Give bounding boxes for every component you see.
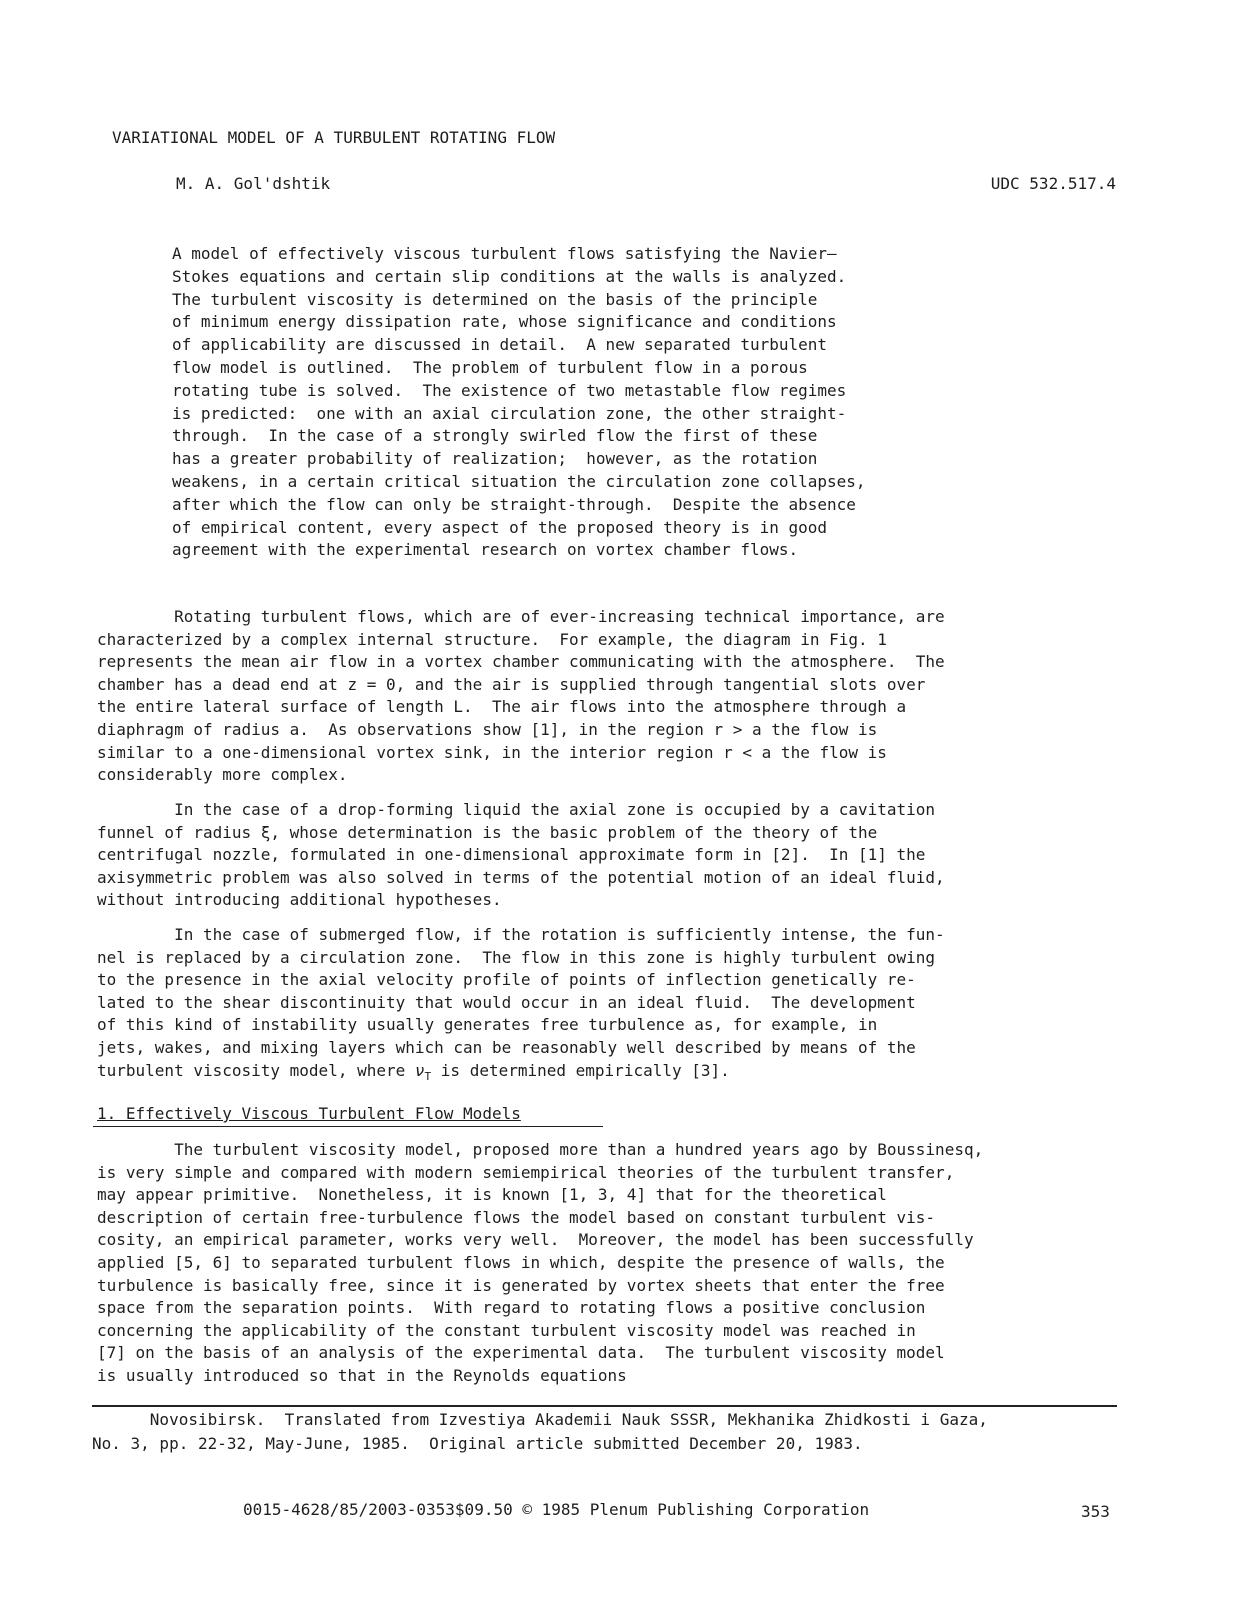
abstract-line: of applicability are discussed in detail. A new separated turbulent xyxy=(172,335,828,355)
paper-title: VARIATIONAL MODEL OF A TURBULENT ROTATING FLOW xyxy=(112,128,556,147)
abstract xyxy=(172,243,972,562)
text-line: Rotating turbulent flows, which are of ever-increasing technical importance, are xyxy=(97,607,945,626)
section-underline xyxy=(93,1126,603,1127)
text-line xyxy=(97,1060,1117,1089)
footnote-rule xyxy=(92,1405,1117,1407)
text-line: funnel of radius ξ, whose determination is the basic problem of the theory of the xyxy=(97,822,878,842)
text-line: chamber has a dead end at z = 0, and the air is supplied through tangential slots over xyxy=(97,674,926,694)
abstract-line: weakens, in a certain critical situation the circulation zone collapses, xyxy=(172,471,866,491)
text-fragment: turbulent viscosity model, where xyxy=(97,1060,415,1080)
abstract-line: through. In the case of a strongly swirled flow the first of these xyxy=(172,426,818,446)
text-line: centrifugal nozzle, formulated in one-dimensional approximate form in [2]. In [1] the xyxy=(97,845,926,865)
publisher-line: 0015-4628/85/2003-0353$09.50 © 1985 Plenum Publishing Corporation xyxy=(243,1500,870,1519)
text-line: lated to the shear discontinuity that would occur in an ideal fluid. The development xyxy=(97,992,916,1012)
text-line: is usually introduced so that in the Reynolds equations xyxy=(97,1365,627,1385)
footnote xyxy=(92,1408,988,1456)
abstract-line: after which the flow can only be straight-through. Despite the absence xyxy=(172,494,856,514)
text-line: represents the mean air flow in a vortex chamber communicating with the atmosphere. The xyxy=(97,652,945,672)
text-line: to the presence in the axial velocity profile of points of inflection genetically re- xyxy=(97,970,916,990)
footnote-line: No. 3, pp. 22-32, May-June, 1985. Original article submitted December 20, 1983. xyxy=(92,1434,863,1453)
text-line: The turbulent viscosity model, proposed more than a hundred years ago by Boussinesq, xyxy=(97,1140,984,1159)
text-line: In the case of submerged flow, if the rotation is sufficiently intense, the fun- xyxy=(97,925,945,944)
text-line: similar to a one-dimensional vortex sink, in the interior region r < a the flow is xyxy=(97,742,887,762)
abstract-line: of minimum energy dissipation rate, whose significance and conditions xyxy=(172,312,837,332)
page-number: 353 xyxy=(1081,1502,1110,1521)
text-line: [7] on the basis of an analysis of the experimental data. The turbulent viscosity model xyxy=(97,1343,945,1363)
author-name: M. A. Gol'dshtik xyxy=(176,174,331,193)
text-line: In the case of a drop-forming liquid the axial zone is occupied by a cavitation xyxy=(97,800,936,819)
text-line: applied [5, 6] to separated turbulent flows in which, despite the presence of walls, the xyxy=(97,1252,945,1272)
nu-symbol: ν xyxy=(414,1060,425,1080)
udc-code: UDC 532.517.4 xyxy=(990,174,1116,193)
text-line: characterized by a complex internal structure. For example, the diagram in Fig. 1 xyxy=(97,629,887,649)
abstract-line: agreement with the experimental research on vortex chamber flows. xyxy=(172,540,799,560)
nu-subscript: T xyxy=(424,1069,432,1083)
abstract-line: has a greater probability of realization; however, as the rotation xyxy=(172,449,818,469)
abstract-line: flow model is outlined. The problem of turbulent flow in a porous xyxy=(172,357,808,377)
paragraph-boussinesq xyxy=(97,1139,1117,1388)
text-line: nel is replaced by a circulation zone. The flow in this zone is highly turbulent owing xyxy=(97,947,936,967)
abstract-line: is predicted: one with an axial circulation zone, the other straight- xyxy=(172,403,847,423)
abstract-line: rotating tube is solved. The existence of two metastable flow regimes xyxy=(172,380,847,400)
footnote-line: Novosibirsk. Translated from Izvestiya Akademii Nauk SSSR, Mekhanika Zhidkosti i Gaza, xyxy=(92,1410,988,1429)
abstract-line: Stokes equations and certain slip conditions at the walls is analyzed. xyxy=(172,266,847,286)
text-line: turbulence is basically free, since it is generated by vortex sheets that enter the free xyxy=(97,1275,945,1295)
text-line: cosity, an empirical parameter, works very well. Moreover, the model has been successfully xyxy=(97,1230,974,1250)
text-line: jets, wakes, and mixing layers which can be reasonably well described by means of the xyxy=(97,1037,916,1057)
paragraph-drop-forming xyxy=(97,799,1117,912)
text-line: description of certain free-turbulence flows the model based on constant turbulent vis- xyxy=(97,1207,936,1227)
text-line: may appear primitive. Nonetheless, it is known [1, 3, 4] that for the theoretical xyxy=(97,1185,887,1205)
text-line: the entire lateral surface of length L. The air flows into the atmosphere through a xyxy=(97,697,907,717)
abstract-line: The turbulent viscosity is determined on the basis of the principle xyxy=(172,289,818,309)
abstract-line: A model of effectively viscous turbulent flows satisfying the Navier— xyxy=(172,244,837,263)
text-line: of this kind of instability usually generates free turbulence as, for example, in xyxy=(97,1015,878,1035)
text-line: axisymmetric problem was also solved in terms of the potential motion of an ideal fluid, xyxy=(97,867,945,887)
text-line: considerably more complex. xyxy=(97,765,348,785)
paragraph-rotating-flows xyxy=(97,606,1117,787)
abstract-line: of empirical content, every aspect of the proposed theory is in good xyxy=(172,517,828,537)
text-line: without introducing additional hypotheses. xyxy=(97,890,502,910)
text-line: concerning the applicability of the constant turbulent viscosity model was reached in xyxy=(97,1320,916,1340)
text-fragment: is determined empirically [3]. xyxy=(431,1060,730,1080)
text-line: is very simple and compared with modern semiempirical theories of the turbulent transfer, xyxy=(97,1162,955,1182)
text-line: space from the separation points. With regard to rotating flows a positive conclusion xyxy=(97,1298,926,1318)
paragraph-submerged-flow xyxy=(97,924,1117,1088)
text-line: diaphragm of radius a. As observations show [1], in the region r > a the flow is xyxy=(97,719,878,739)
section-heading: 1. Effectively Viscous Turbulent Flow Models xyxy=(97,1104,521,1123)
